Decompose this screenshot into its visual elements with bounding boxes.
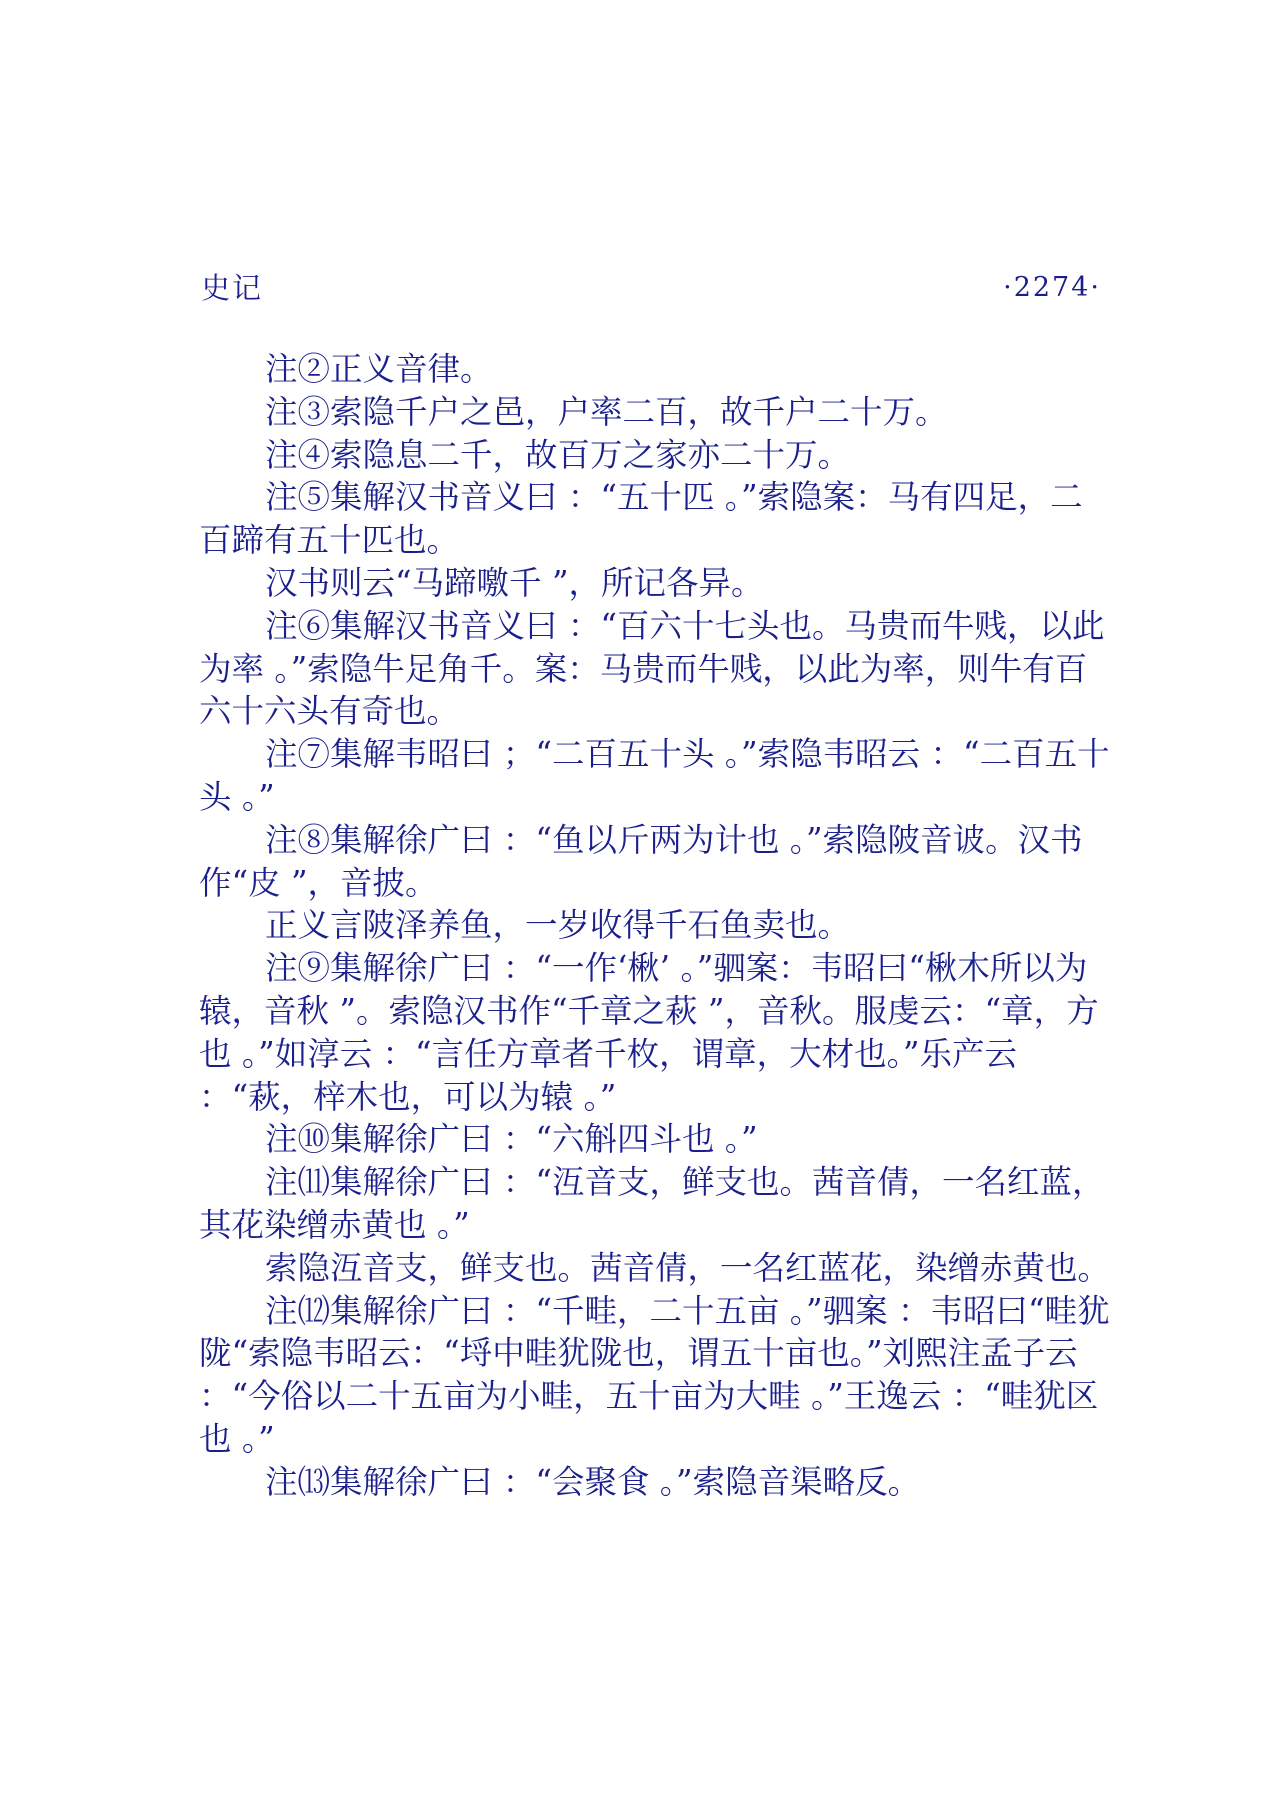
note-8: 注⑧集解徐广曰 ：“鱼以斤两为计也 。”索隐陂音诐。汉书作“皮 ”，音披。	[199, 820, 1083, 902]
note-6: 注⑥集解汉书音义曰 ：“百六十七头也。马贵而牛贱，以此为率 。”索隐牛足角千。案：马贵而牛贱，以此为率，则牛有百六十六头有奇也。	[199, 606, 1105, 731]
note-12: 注⑿集解徐广曰 ：“千畦，二十五亩 。”驷案 ：韦昭曰“畦犹陇“索隐韦昭云：“埒中畦犹陇也，谓五十亩也。”刘熙注孟子云 ：“今俗以二十五亩为小畦，五十亩为大畦 。”王逸云 ：“畦犹区也 。”	[199, 1291, 1110, 1458]
page-header	[201, 268, 1101, 312]
note-11-continuation: 索隐沍音支，鲜支也。茜音倩，一名红蓝花，染缯赤黄也。	[265, 1248, 1111, 1287]
note-5-continuation: 汉书则云“马蹄噭千 ”，所记各异。	[265, 563, 764, 602]
note-7: 注⑦集解韦昭曰 ；“二百五十头 。”索隐韦昭云 ：“二百五十头 。”	[199, 735, 1110, 816]
note-13: 注⒀集解徐广曰 ：“会聚食 。”索隐音渠略反。	[265, 1462, 921, 1501]
note-9: 注⑨集解徐广曰 ：“一作‘楸’ 。”驷案：韦昭曰“楸木所以为辕，音秋 ”。索隐汉书作“千章之萩 ”，音秋。服虔云：“章，方也 。”如淳云 ：“言任方章者千枚，谓章，大材也。”乐产云 ：“萩，梓木也，可以为辕 。”	[199, 949, 1099, 1116]
book-title: 史记	[201, 271, 264, 305]
note-8-continuation: 正义言陂泽养鱼，一岁收得千石鱼卖也。	[265, 906, 851, 945]
note-2: 注②正义音律。	[265, 350, 493, 388]
note-4: 注④索隐息二千，故百万之家亦二十万。	[265, 435, 851, 474]
note-11: 注⑾集解徐广曰 ：“沍音支，鲜支也。茜音倩，一名红蓝，其花染缯赤黄也 。”	[199, 1163, 1105, 1244]
note-3: 注③索隐千户之邑，户率二百，故千户二十万。	[265, 392, 948, 431]
note-10: 注⑩集解徐广曰 ：“六斛四斗也 。”	[265, 1120, 758, 1159]
page-number: ·2274·	[1003, 272, 1101, 303]
note-5: 注⑤集解汉书音义曰 ：“五十匹 。”索隐案：马有四足，二百蹄有五十匹也。	[199, 478, 1083, 560]
annotation-text	[199, 348, 1114, 1504]
